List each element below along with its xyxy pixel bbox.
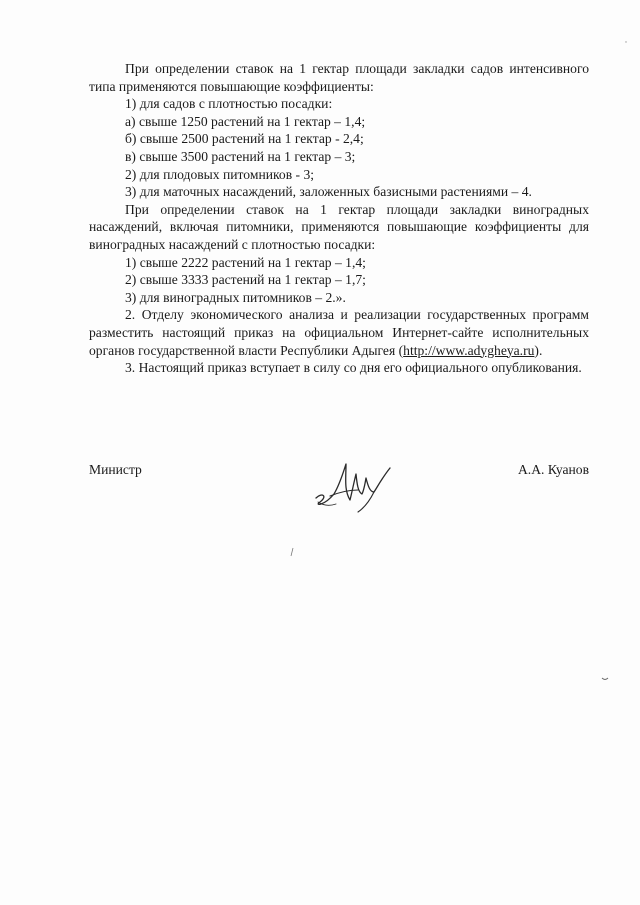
list-item: 1) свыше 2222 растений на 1 гектар – 1,4; [125, 254, 366, 270]
list-item: а) свыше 1250 растений на 1 гектар – 1,4; [125, 113, 366, 129]
document-body [89, 60, 589, 377]
list-item: 1) для садов с плотностью посадки: [125, 96, 333, 112]
list-item: 3) для маточных насаждений, заложенных базисными растениями – 4. [125, 184, 532, 200]
website-link[interactable]: http://www.adygheya.ru [403, 342, 535, 358]
list-item: 3) для виноградных питомников – 2.». [125, 289, 346, 305]
handwritten-signature [310, 456, 400, 516]
paragraph-publication-order [89, 306, 589, 359]
paragraph-publication-tail: ). [534, 342, 543, 358]
scan-mark [624, 40, 628, 44]
paragraph-vineyard-rates: При определении ставок на 1 гектар площади закладки виноградных насаждений, включая питомники, применяются повышающие коэффициенты для виноградных насаждений с плотностью посадки: [89, 201, 589, 252]
signatory-title: Министр [89, 462, 142, 477]
list-item: 2) для плодовых питомников - 3; [125, 166, 315, 182]
signatory-name: А.А. Куанов [517, 462, 589, 477]
list-item: б) свыше 2500 растений на 1 гектар - 2,4; [125, 131, 364, 147]
paragraph-publication-text: 2. Отделу экономического анализа и реализации государственных программ разместить настоящий приказ на официальном Интернет-сайте исполнительных органов государственной власти Республики Адыгея ( [89, 307, 589, 358]
paragraph-orchard-rates: При определении ставок на 1 гектар площади закладки садов интенсивного типа применяются повышающие коэффициенты: [89, 61, 589, 94]
list-item: 2) свыше 3333 растений на 1 гектар – 1,7; [125, 272, 366, 288]
scan-mark [601, 676, 609, 681]
scan-mark [289, 547, 295, 557]
list-item: в) свыше 3500 растений на 1 гектар – 3; [125, 148, 356, 164]
paragraph-effective-date: 3. Настоящий приказ вступает в силу со дня его официального опубликования. [125, 360, 582, 376]
